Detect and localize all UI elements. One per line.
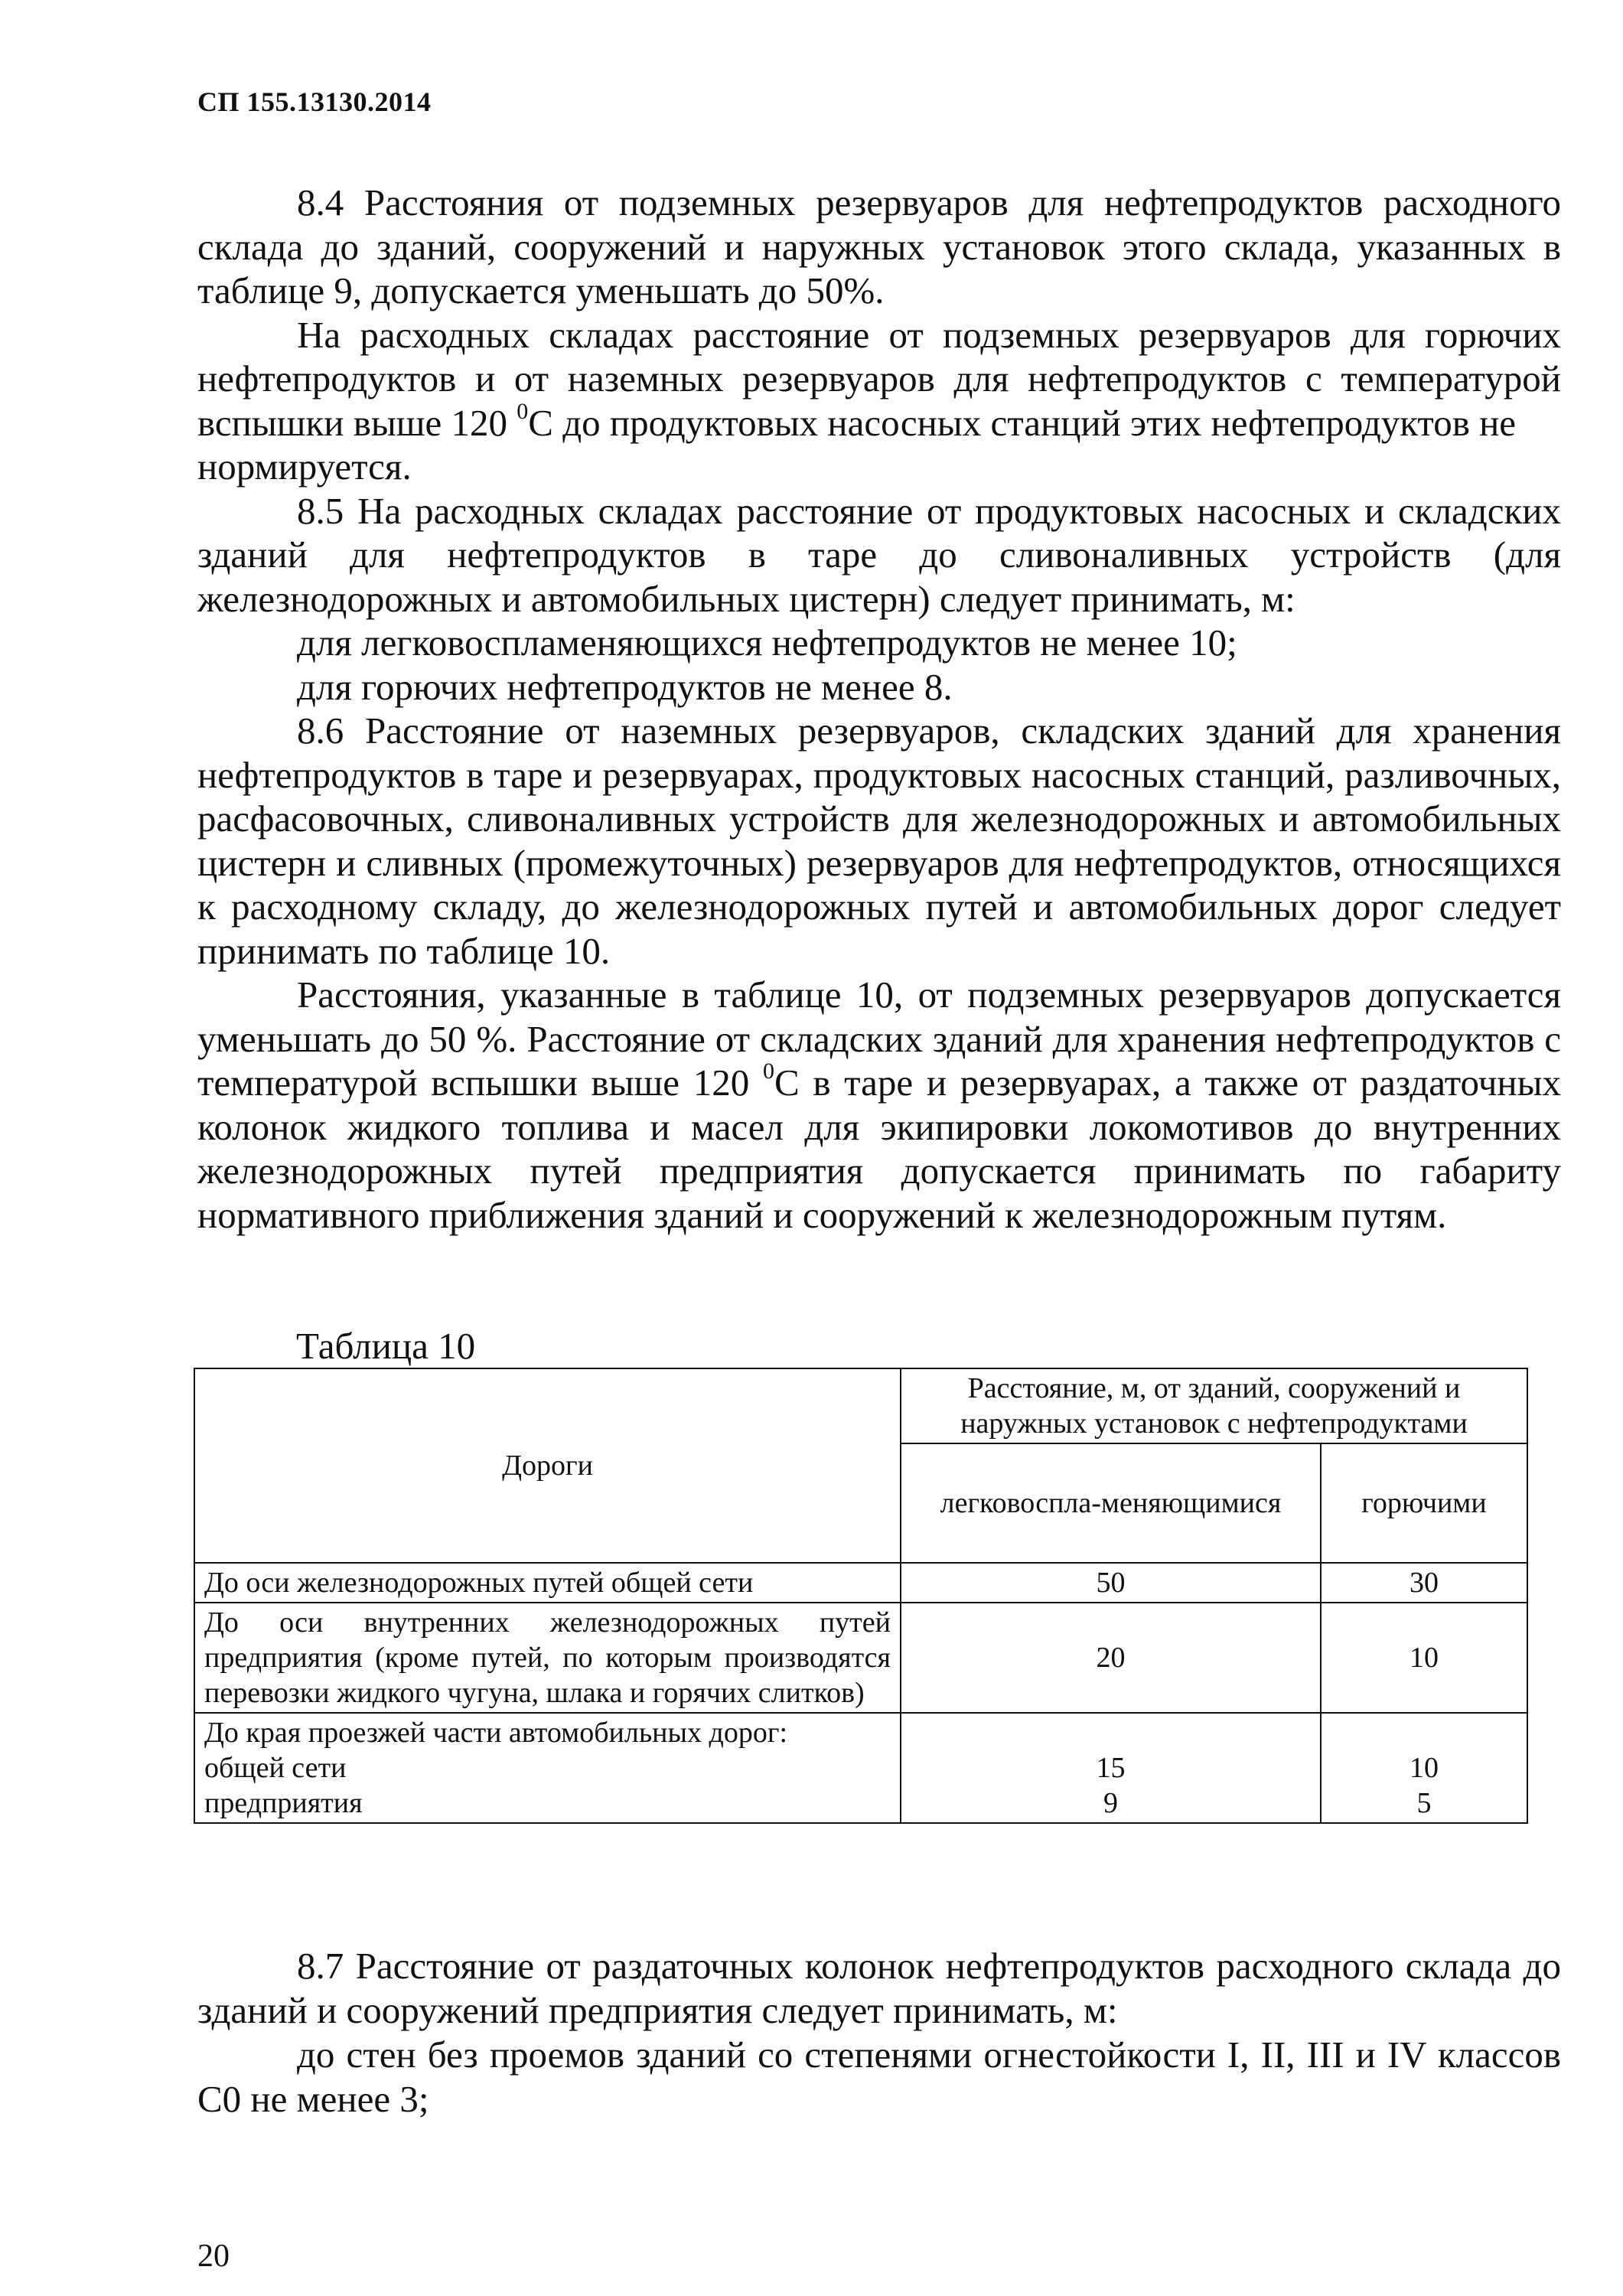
body-text [197, 181, 1561, 1237]
col-header-flammable: легковоспла-меняющимися [901, 1443, 1321, 1563]
row-label-roads: До края проезжей части автомобильных дорог: общей сети предприятия [194, 1713, 901, 1823]
paragraph-8-6: 8.6 Расстояние от наземных резервуаров, складских зданий для хранения нефтепродуктов в таре и резервуарах, продуктовых насосных станций, разливочных, расфасовочных, сливоналивных устройств для железнодорожных и автомобильных цистерн и сливных (промежуточных) резервуаров для нефтепродуктов, относящихся к расходному складу, до железнодорожных путей и автомобильных дорог следует принимать по таблице 10. [197, 709, 1561, 972]
paragraph-8-4: 8.4 Расстояния от подземных резервуаров для нефтепродуктов расходного склада до зданий, сооружений и наружных установок этого склада, указанных в таблице 9, допускается уменьшать до 50%. [197, 181, 1561, 311]
row-values-flammable: 15 9 [901, 1713, 1321, 1823]
table-row [194, 1713, 1527, 1823]
document-code-header: СП 155.13130.2014 [197, 86, 432, 117]
paragraph-8-7: 8.7 Расстояние от раздаточных колонок нефтепродуктов расходного склада до зданий и сооружений предприятия следует принимать, м: [197, 1945, 1561, 2031]
row-value-flammable: 20 [901, 1603, 1321, 1713]
col-header-roads: Дороги [194, 1368, 901, 1563]
paragraph-8-4-cont: На расходных складах расстояние от подземных резервуаров для горючих нефтепродуктов и от наземных резервуаров для нефтепродуктов с температурой вспышки выше 120 $^0$С до продуктовых насосных станций этих нефтепродуктов не [197, 313, 1561, 444]
paragraph-8-5: 8.5 На расходных складах расстояние от продуктовых насосных и складских зданий для нефтепродуктов в таре до сливоналивных устройств (для железнодорожных и автомобильных цистерн) следует принимать, м: [197, 489, 1561, 620]
row-value-flammable: 50 [901, 1563, 1321, 1603]
after-table-text [197, 1944, 1561, 2122]
row-values-combustible: 10 5 [1321, 1713, 1527, 1823]
row-label: До оси железнодорожных путей общей сети [194, 1563, 901, 1603]
col-header-distance: Расстояние, м, от зданий, сооружений и наружных установок с нефтепродуктами [901, 1368, 1527, 1443]
paragraph-8-4-end: нормируется. [197, 445, 412, 488]
row-value-combustible: 30 [1321, 1563, 1527, 1603]
col-header-combustible: горючими [1321, 1443, 1527, 1563]
paragraph-8-7-item-1: до стен без проемов зданий со степенями огнестойкости I, II, III и IV классов С0 не менее 3; [197, 2033, 1561, 2120]
table-10 [194, 1368, 1528, 1824]
row-value-combustible: 10 [1321, 1603, 1527, 1713]
table-row [194, 1603, 1527, 1713]
table-caption: Таблица 10 [296, 1325, 476, 1367]
paragraph-8-5-item-2: для горючих нефтепродуктов не менее 8. [297, 665, 953, 708]
row-label: До оси внутренних железнодорожных путей предприятия (кроме путей, по которым производятся перевозки жидкого чугуна, шлака и горячих слитков) [194, 1603, 901, 1713]
table-row [194, 1563, 1527, 1603]
page-number: 20 [197, 2239, 230, 2274]
paragraph-8-6-cont: Расстояния, указанные в таблице 10, от подземных резервуаров допускается уменьшать до 50 %. Расстояние от складских зданий для хранения нефтепродуктов с температурой вспышки выше 120 $^0$С в таре и резервуарах, а также от раздаточных колонок жидкого топлива и масел для экипировки локомотивов до внутренних железнодорожных путей предприятия допускается принимать по габариту нормативного приближения зданий и сооружений к железнодорожным путям. [197, 974, 1562, 1236]
paragraph-8-5-item-1: для легковоспламеняющихся нефтепродуктов не менее 10; [297, 621, 1237, 664]
degree-sup: 0 [517, 398, 529, 424]
